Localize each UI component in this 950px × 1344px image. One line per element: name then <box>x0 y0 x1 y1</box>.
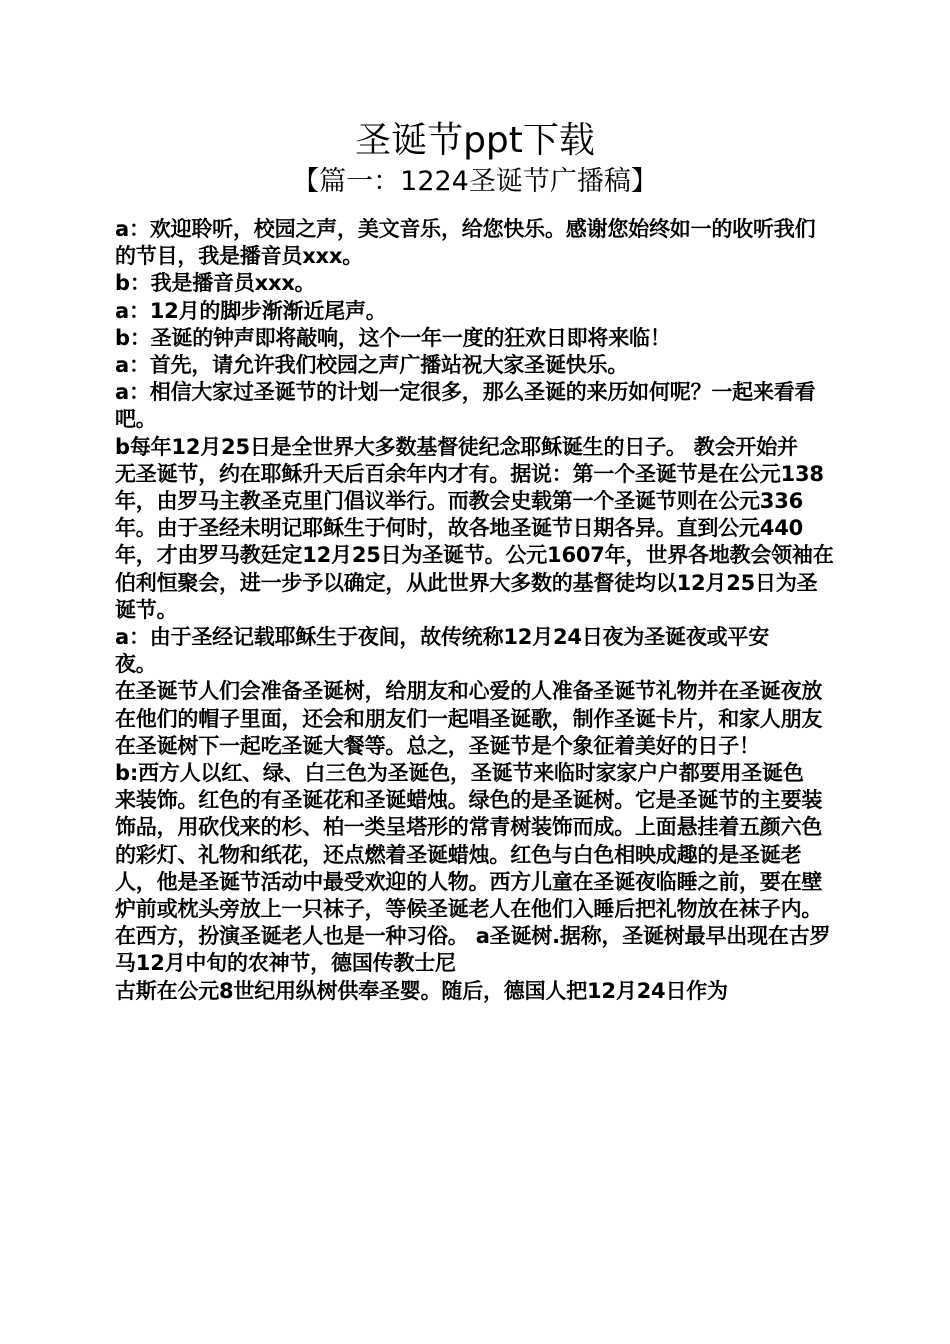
paragraph: 在圣诞节人们会准备圣诞树，给朋友和心爱的人准备圣诞节礼物并在圣诞夜放在他们的帽子里面，还会和朋友们一起唱圣诞歌，制作圣诞卡片，和家人朋友在圣诞树下一起吃圣诞大餐等。总之，圣诞节是个象征着美好的日子！ <box>115 679 823 758</box>
paragraph: b:西方人以红、绿、白三色为圣诞色，圣诞节来临时家家户户都要用圣诞色 <box>115 761 804 786</box>
paragraph: 夜。 <box>115 652 157 677</box>
paragraph: 的节目，我是播音员xxx。 <box>115 244 364 269</box>
paragraph: a：12月的脚步渐渐近尾声。 <box>115 298 387 323</box>
paragraph: 吧。 <box>115 407 157 432</box>
paragraph: 古斯在公元8世纪用纵树供奉圣婴。随后，德国人把12月24日作为 <box>115 978 728 1003</box>
paragraph: b每年12月25日是全世界大多数基督徒纪念耶稣诞生的日子。 教会开始并 <box>115 434 798 459</box>
paragraph: a：相信大家过圣诞节的计划一定很多，那么圣诞的来历如何呢？一起来看看 <box>115 380 816 405</box>
paragraph: b：我是播音员xxx。 <box>115 271 316 296</box>
paragraph: a：欢迎聆听，校园之声，美文音乐，给您快乐。感谢您始终如一的收听我们 <box>115 217 816 241</box>
section-heading: 【篇一：1224圣诞节广播稿】 <box>292 166 658 197</box>
paragraph: b：圣诞的钟声即将敲响，这个一年一度的狂欢日即将来临！ <box>115 325 671 350</box>
paragraph: a：由于圣经记载耶稣生于夜间，故传统称12月24日夜为圣诞夜或平安 <box>115 625 770 650</box>
paragraph: a：首先，请允许我们校园之声广播站祝大家圣诞快乐。 <box>115 353 629 378</box>
paragraph: 来装饰。红色的有圣诞花和圣诞蜡烛。绿色的是圣诞树。它是圣诞节的主要装饰品，用砍伐来的杉、柏一类呈塔形的常青树装饰而成。上面悬挂着五颜六色的彩灯、礼物和纸花，还点燃着圣诞蜡烛。红色与白色相映成趣的是圣诞老人，他是圣诞节活动中最受欢迎的人物。西方儿童在圣诞夜临睡之前，要在壁炉前或枕头旁放上一只袜子，等候圣诞老人在他们入睡后把礼物放在袜子内。在西方，扮演圣诞老人也是一种习俗。 a圣诞树.据称，圣诞树最早出现在古罗马12月中旬的农神节，德国传教士尼 <box>115 788 831 976</box>
paragraph: 无圣诞节，约在耶稣升天后百余年内才有。据说：第一个圣诞节是在公元138年，由罗马主教圣克里门倡议举行。而教会史载第一个圣诞节则在公元336年。由于圣经未明记耶稣生于何时，故各地圣诞节日期各异。直到公元440年，才由罗马教廷定12月25日为圣诞节。公元1607年，世界各地教会领袖在伯利恒聚会，进一步予以确定，从此世界大多数的基督徒均以12月25日为圣诞节。 <box>115 461 834 622</box>
page-title: 圣诞节ppt下载 <box>355 120 595 161</box>
document-body <box>115 216 837 1005</box>
